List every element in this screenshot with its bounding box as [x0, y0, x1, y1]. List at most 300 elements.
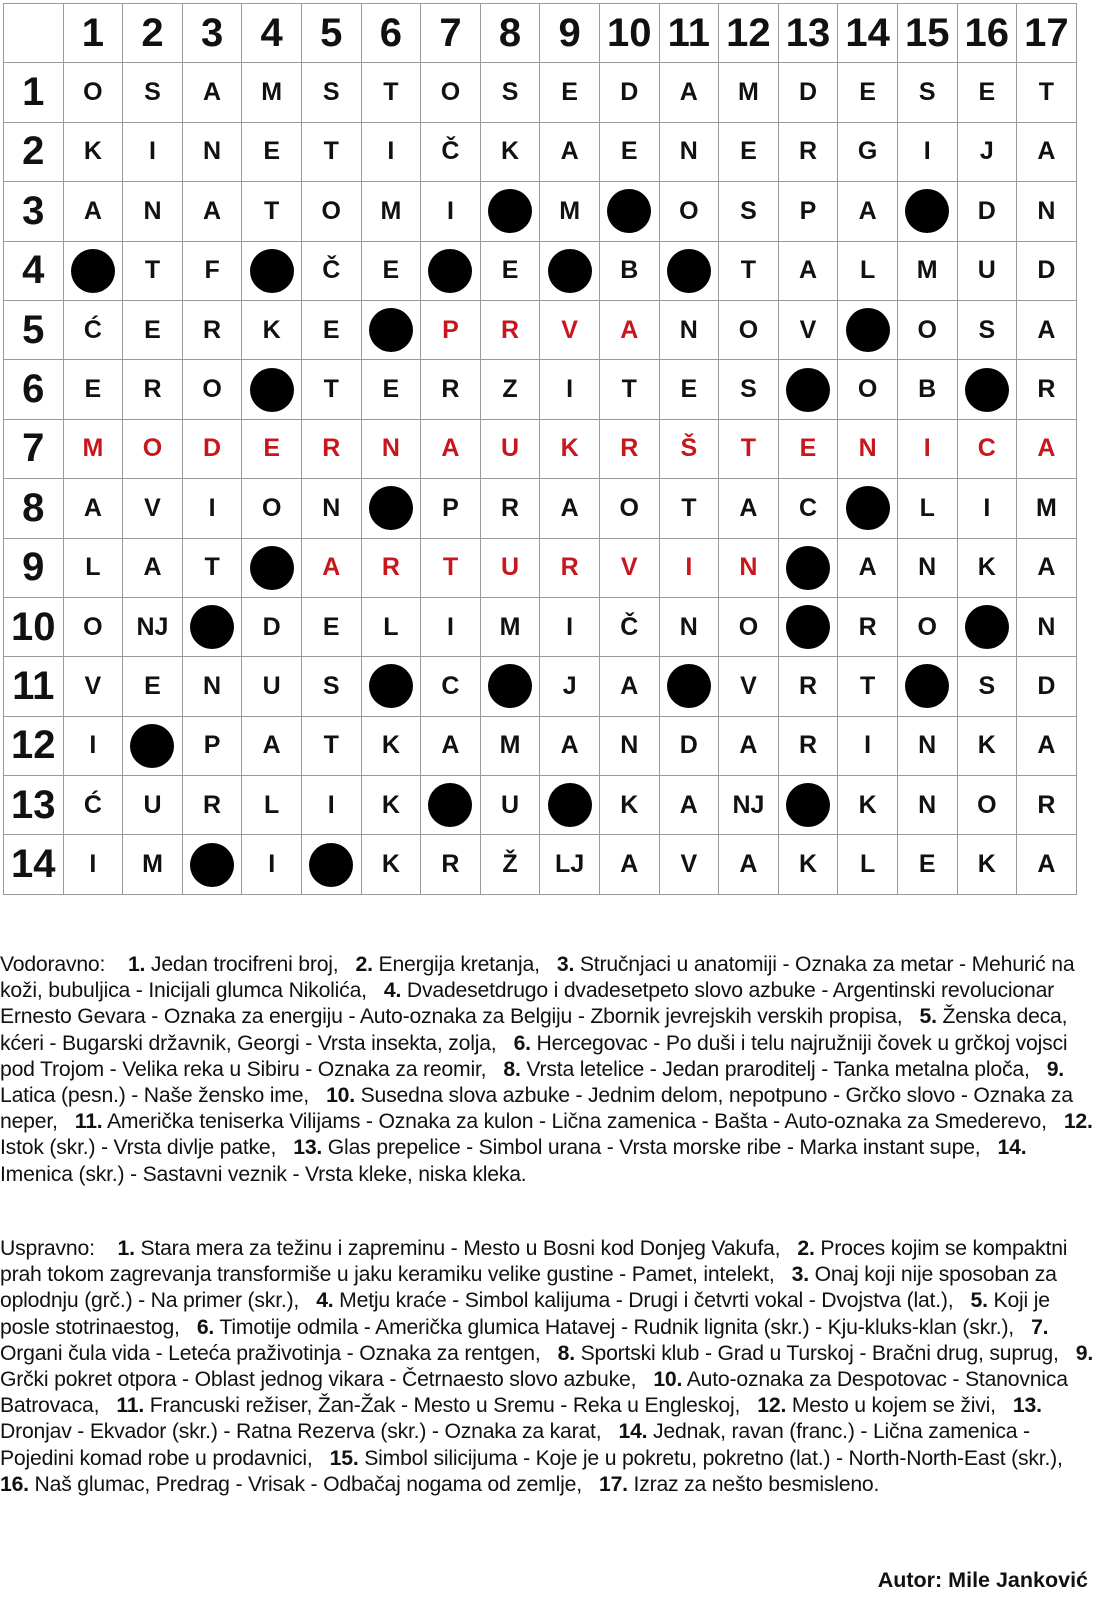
letter-cell: C: [778, 479, 838, 538]
letter-cell: O: [897, 597, 957, 656]
letter-cell: R: [480, 300, 540, 359]
block-cell: [421, 241, 481, 300]
letter-cell: M: [63, 419, 123, 478]
letter-cell: T: [659, 479, 719, 538]
clue-number: 15.: [329, 1446, 359, 1470]
letter-cell: N: [361, 419, 421, 478]
letter-cell: R: [361, 538, 421, 597]
block-cell: [778, 776, 838, 835]
letter-cell: L: [63, 538, 123, 597]
letter-cell: T: [599, 360, 659, 419]
letter-cell: O: [957, 776, 1017, 835]
letter-cell: A: [1017, 122, 1077, 181]
column-number: 7: [421, 4, 481, 63]
clue-number: 12.: [1063, 1110, 1093, 1134]
letter-cell: M: [480, 716, 540, 775]
letter-cell: T: [361, 63, 421, 122]
letter-cell: M: [361, 182, 421, 241]
block-cell: [540, 241, 600, 300]
letter-cell: R: [778, 716, 838, 775]
block-cell: [421, 776, 481, 835]
clues-across: [0, 952, 1100, 1188]
letter-cell: S: [123, 63, 183, 122]
block-cell: [778, 597, 838, 656]
column-number: 4: [242, 4, 302, 63]
clue-number: 13.: [293, 1136, 323, 1160]
letter-cell: Ž: [480, 835, 540, 894]
block-cell: [897, 182, 957, 241]
letter-cell: R: [540, 538, 600, 597]
letter-cell: K: [957, 716, 1017, 775]
clue-text: Dvadesetdrugo i dvadesetpeto slovo azbuke - Argentinski revolucionar Ernesto Gevara - Oznaka za energiju - Auto-oznaka za Belgiju - Zbornik jevrejskih verskih propisa,: [0, 979, 1055, 1029]
letter-cell: M: [540, 182, 600, 241]
letter-cell: V: [719, 657, 779, 716]
clue-number: 4.: [383, 979, 402, 1003]
letter-cell: K: [361, 776, 421, 835]
letter-cell: I: [242, 835, 302, 894]
letter-cell: S: [480, 63, 540, 122]
column-number: 17: [1017, 4, 1077, 63]
clues-down-heading: Uspravno:: [0, 1237, 95, 1260]
letter-cell: P: [182, 716, 242, 775]
letter-cell: S: [301, 657, 361, 716]
letter-cell: M: [719, 63, 779, 122]
letter-cell: T: [301, 122, 361, 181]
letter-cell: K: [599, 776, 659, 835]
black-dot-icon: [369, 664, 413, 708]
letter-cell: E: [123, 657, 183, 716]
block-cell: [540, 776, 600, 835]
letter-cell: P: [778, 182, 838, 241]
letter-cell: D: [778, 63, 838, 122]
letter-cell: NJ: [123, 597, 183, 656]
letter-cell: I: [421, 182, 481, 241]
clue-number: 11.: [74, 1110, 103, 1134]
block-cell: [361, 300, 421, 359]
letter-cell: N: [659, 122, 719, 181]
grid-row: [4, 63, 1077, 122]
letter-cell: G: [838, 122, 898, 181]
letter-cell: A: [242, 716, 302, 775]
letter-cell: E: [540, 63, 600, 122]
letter-cell: E: [242, 419, 302, 478]
letter-cell: K: [838, 776, 898, 835]
letter-cell: U: [480, 419, 540, 478]
clue-text: Koji je posle stotrinaestog,: [0, 1289, 1050, 1339]
letter-cell: N: [182, 657, 242, 716]
row-number: 7: [4, 419, 64, 478]
letter-cell: T: [421, 538, 481, 597]
letter-cell: Ć: [63, 776, 123, 835]
letter-cell: A: [421, 419, 481, 478]
clue-number: 8.: [503, 1057, 521, 1081]
letter-cell: R: [778, 122, 838, 181]
block-cell: [182, 835, 242, 894]
clue-text: Metju kraće - Simbol kalijuma - Drugi i četvrti vokal - Dvojstva (lat.),: [339, 1289, 954, 1313]
letter-cell: E: [63, 360, 123, 419]
letter-cell: A: [421, 716, 481, 775]
clue-number: 9.: [1075, 1341, 1094, 1365]
black-dot-icon: [488, 189, 532, 233]
letter-cell: R: [182, 776, 242, 835]
letter-cell: V: [123, 479, 183, 538]
black-dot-icon: [905, 664, 949, 708]
block-cell: [480, 657, 540, 716]
letter-cell: A: [301, 538, 361, 597]
letter-cell: S: [301, 63, 361, 122]
column-number: 11: [659, 4, 719, 63]
black-dot-icon: [607, 189, 651, 233]
letter-cell: B: [599, 241, 659, 300]
grid-row: [4, 122, 1077, 181]
letter-cell: T: [1017, 63, 1077, 122]
clue-text: Stara mera za težinu i zapreminu - Mesto u Bosni kod Donjeg Vakufa,: [140, 1237, 781, 1260]
letter-cell: A: [838, 538, 898, 597]
black-dot-icon: [548, 783, 592, 827]
grid-header-row: [4, 4, 1077, 63]
grid-row: [4, 835, 1077, 894]
letter-cell: K: [480, 122, 540, 181]
clue-text: Timotije odmila - Američka glumica Hatavej - Rudnik lignita (skr.) - Kju-kluks-klan (skr.),: [219, 1315, 1014, 1339]
letter-cell: R: [838, 597, 898, 656]
letter-cell: R: [480, 479, 540, 538]
letter-cell: R: [599, 419, 659, 478]
clue-text: Stručnjaci u anatomiji - Oznaka za metar - Mehurić na koži, bubuljica - Inicijali glumca Nikolića,: [0, 953, 1075, 1003]
letter-cell: A: [599, 835, 659, 894]
letter-cell: O: [123, 419, 183, 478]
black-dot-icon: [786, 783, 830, 827]
letter-cell: R: [182, 300, 242, 359]
black-dot-icon: [428, 249, 472, 293]
letter-cell: E: [242, 122, 302, 181]
row-number: 10: [4, 597, 64, 656]
block-cell: [242, 241, 302, 300]
clue-text: Američka teniserka Vilijams - Oznaka za kulon - Lična zamenica - Bašta - Auto-oznaka za Smederevo,: [107, 1110, 1047, 1134]
clue-number: 14.: [997, 1136, 1027, 1160]
letter-cell: N: [897, 538, 957, 597]
block-cell: [123, 716, 183, 775]
black-dot-icon: [130, 724, 174, 768]
letter-cell: J: [540, 657, 600, 716]
clue-text: Jedan trocifreni broj,: [150, 953, 339, 976]
letter-cell: A: [659, 63, 719, 122]
letter-cell: A: [540, 479, 600, 538]
letter-cell: D: [242, 597, 302, 656]
black-dot-icon: [250, 249, 294, 293]
letter-cell: A: [182, 63, 242, 122]
clue-number: 10.: [326, 1084, 355, 1108]
block-cell: [182, 597, 242, 656]
letter-cell: K: [242, 300, 302, 359]
letter-cell: O: [897, 300, 957, 359]
block-cell: [838, 479, 898, 538]
block-cell: [242, 360, 302, 419]
black-dot-icon: [309, 843, 353, 887]
letter-cell: E: [301, 300, 361, 359]
letter-cell: N: [1017, 182, 1077, 241]
column-number: 9: [540, 4, 600, 63]
letter-cell: Č: [421, 122, 481, 181]
letter-cell: O: [838, 360, 898, 419]
letter-cell: O: [301, 182, 361, 241]
letter-cell: M: [897, 241, 957, 300]
letter-cell: L: [897, 479, 957, 538]
block-cell: [301, 835, 361, 894]
letter-cell: O: [719, 300, 779, 359]
row-number: 14: [4, 835, 64, 894]
letter-cell: O: [599, 479, 659, 538]
letter-cell: L: [361, 597, 421, 656]
letter-cell: I: [361, 122, 421, 181]
row-number: 4: [4, 241, 64, 300]
block-cell: [63, 241, 123, 300]
column-number: 2: [123, 4, 183, 63]
clue-number: 7.: [1031, 1315, 1049, 1339]
clue-number: 4.: [316, 1289, 334, 1313]
letter-cell: I: [838, 716, 898, 775]
grid-corner: [4, 4, 64, 63]
column-number: 15: [897, 4, 957, 63]
letter-cell: I: [182, 479, 242, 538]
black-dot-icon: [786, 368, 830, 412]
clue-number: 1.: [117, 1237, 135, 1260]
letter-cell: D: [1017, 657, 1077, 716]
grid-row: [4, 479, 1077, 538]
clue-number: 11.: [116, 1394, 145, 1418]
letter-cell: L: [838, 835, 898, 894]
column-number: 1: [63, 4, 123, 63]
letter-cell: K: [540, 419, 600, 478]
letter-cell: T: [242, 182, 302, 241]
letter-cell: E: [778, 419, 838, 478]
letter-cell: A: [838, 182, 898, 241]
clue-number: 3.: [556, 953, 575, 976]
letter-cell: O: [242, 479, 302, 538]
grid-row: [4, 300, 1077, 359]
clue-number: 14.: [618, 1420, 648, 1444]
clue-text: Simbol silicijuma - Koje je u pokretu, pokretno (lat.) - North-North-East (skr.),: [364, 1446, 1063, 1470]
black-dot-icon: [667, 664, 711, 708]
clue-number: 17.: [598, 1472, 628, 1496]
column-number: 13: [778, 4, 838, 63]
clue-number: 1.: [127, 953, 146, 976]
letter-cell: V: [659, 835, 719, 894]
letter-cell: N: [599, 716, 659, 775]
letter-cell: A: [182, 182, 242, 241]
black-dot-icon: [965, 368, 1009, 412]
letter-cell: E: [957, 63, 1017, 122]
block-cell: [659, 657, 719, 716]
letter-cell: K: [361, 716, 421, 775]
letter-cell: A: [719, 716, 779, 775]
black-dot-icon: [786, 605, 830, 649]
black-dot-icon: [548, 249, 592, 293]
block-cell: [599, 182, 659, 241]
black-dot-icon: [488, 664, 532, 708]
row-number: 3: [4, 182, 64, 241]
block-cell: [957, 360, 1017, 419]
letter-cell: A: [599, 300, 659, 359]
letter-cell: K: [63, 122, 123, 181]
letter-cell: E: [719, 122, 779, 181]
letter-cell: A: [1017, 419, 1077, 478]
letter-cell: E: [480, 241, 540, 300]
letter-cell: Z: [480, 360, 540, 419]
letter-cell: A: [63, 182, 123, 241]
column-number: 5: [301, 4, 361, 63]
letter-cell: M: [480, 597, 540, 656]
letter-cell: I: [540, 597, 600, 656]
letter-cell: S: [719, 360, 779, 419]
letter-cell: T: [719, 241, 779, 300]
letter-cell: K: [957, 835, 1017, 894]
letter-cell: A: [778, 241, 838, 300]
letter-cell: A: [1017, 538, 1077, 597]
clue-number: 10.: [653, 1368, 683, 1392]
grid-row: [4, 716, 1077, 775]
letter-cell: D: [182, 419, 242, 478]
letter-cell: S: [897, 63, 957, 122]
letter-cell: E: [897, 835, 957, 894]
clue-text: Ženska deca, kćeri - Bugarski državnik, Georgi - Vrsta insekta, zolja,: [0, 1005, 1068, 1055]
clue-number: 8.: [557, 1341, 575, 1365]
clue-text: Latica (pesn.) - Naše žensko ime,: [0, 1084, 309, 1108]
letter-cell: K: [361, 835, 421, 894]
clue-number: 12.: [757, 1394, 787, 1418]
row-number: 6: [4, 360, 64, 419]
letter-cell: A: [123, 538, 183, 597]
letter-cell: A: [63, 479, 123, 538]
clue-text: Mesto u kojem se živi,: [791, 1394, 996, 1418]
column-number: 14: [838, 4, 898, 63]
block-cell: [480, 182, 540, 241]
letter-cell: U: [957, 241, 1017, 300]
clue-text: Jednak, ravan (franc.) - Lična zamenica - Pojedini komad robe u prodavnici,: [0, 1420, 1030, 1470]
letter-cell: I: [63, 835, 123, 894]
letter-cell: C: [421, 657, 481, 716]
black-dot-icon: [428, 783, 472, 827]
letter-cell: U: [480, 776, 540, 835]
letter-cell: N: [123, 182, 183, 241]
letter-cell: E: [301, 597, 361, 656]
letter-cell: N: [659, 597, 719, 656]
letter-cell: F: [182, 241, 242, 300]
letter-cell: I: [421, 597, 481, 656]
letter-cell: A: [1017, 300, 1077, 359]
black-dot-icon: [369, 308, 413, 352]
letter-cell: V: [778, 300, 838, 359]
letter-cell: N: [182, 122, 242, 181]
letter-cell: Č: [301, 241, 361, 300]
letter-cell: M: [242, 63, 302, 122]
clue-number: 9.: [1046, 1057, 1064, 1081]
column-number: 16: [957, 4, 1017, 63]
clue-text: Organi čula vida - Leteća praživotinja - Oznaka za rentgen,: [0, 1341, 541, 1365]
block-cell: [778, 538, 838, 597]
letter-cell: A: [540, 122, 600, 181]
row-number: 2: [4, 122, 64, 181]
block-cell: [361, 479, 421, 538]
clue-text: Onaj koji nije sposoban za oplodnju (grč.) - Na primer (skr.),: [0, 1263, 1057, 1313]
author-credit: Autor: Mile Janković: [877, 1568, 1088, 1592]
letter-cell: M: [1017, 479, 1077, 538]
clue-number: 2.: [797, 1237, 815, 1260]
letter-cell: R: [1017, 776, 1077, 835]
letter-cell: Š: [659, 419, 719, 478]
clue-number: 2.: [355, 953, 373, 976]
clue-text: Grčki pokret otpora - Oblast jednog vikara - Četrnaesto slovo azbuke,: [0, 1368, 637, 1392]
letter-cell: N: [897, 776, 957, 835]
letter-cell: S: [957, 657, 1017, 716]
letter-cell: A: [719, 835, 779, 894]
letter-cell: D: [1017, 241, 1077, 300]
block-cell: [361, 657, 421, 716]
letter-cell: A: [1017, 716, 1077, 775]
letter-cell: P: [421, 300, 481, 359]
letter-cell: T: [301, 716, 361, 775]
row-number: 12: [4, 716, 64, 775]
letter-cell: M: [123, 835, 183, 894]
letter-cell: I: [897, 122, 957, 181]
letter-cell: D: [599, 63, 659, 122]
grid-row: [4, 538, 1077, 597]
clue-text: Imenica (skr.) - Sastavni veznik - Vrsta kleke, niska kleka.: [0, 1162, 527, 1186]
letter-cell: E: [123, 300, 183, 359]
clue-number: 6.: [513, 1031, 531, 1055]
letter-cell: S: [719, 182, 779, 241]
black-dot-icon: [846, 486, 890, 530]
black-dot-icon: [905, 189, 949, 233]
clue-number: 3.: [791, 1263, 809, 1287]
clues-across-heading: Vodoravno:: [0, 953, 106, 976]
letter-cell: R: [301, 419, 361, 478]
grid-row: [4, 241, 1077, 300]
letter-cell: O: [659, 182, 719, 241]
clue-text: Vrsta letelice - Jedan praroditelj - Tanka metalna ploča,: [526, 1057, 1030, 1081]
letter-cell: A: [1017, 835, 1077, 894]
letter-cell: T: [719, 419, 779, 478]
row-number: 11: [4, 657, 64, 716]
clue-text: Izraz za nešto besmisleno.: [633, 1472, 880, 1496]
block-cell: [957, 597, 1017, 656]
block-cell: [838, 300, 898, 359]
clue-text: Energija kretanja,: [378, 953, 540, 976]
letter-cell: A: [540, 716, 600, 775]
letter-cell: NJ: [719, 776, 779, 835]
grid-row: [4, 182, 1077, 241]
row-number: 8: [4, 479, 64, 538]
clue-text: Sportski klub - Grad u Turskoj - Bračni drug, suprug,: [580, 1341, 1059, 1365]
clue-text: Dronjav - Ekvador (skr.) - Ratna Rezerva (skr.) - Oznaka za karat,: [0, 1420, 602, 1444]
letter-cell: I: [301, 776, 361, 835]
black-dot-icon: [369, 486, 413, 530]
letter-cell: A: [659, 776, 719, 835]
letter-cell: O: [63, 597, 123, 656]
row-number: 13: [4, 776, 64, 835]
clue-number: 16.: [0, 1472, 29, 1496]
letter-cell: O: [182, 360, 242, 419]
block-cell: [897, 657, 957, 716]
letter-cell: V: [599, 538, 659, 597]
block-cell: [778, 360, 838, 419]
block-cell: [242, 538, 302, 597]
letter-cell: E: [599, 122, 659, 181]
letter-cell: N: [1017, 597, 1077, 656]
letter-cell: Ć: [63, 300, 123, 359]
clue-text: Susedna slova azbuke - Jednim delom, nepotpuno - Grčko slovo - Oznaka za neper,: [0, 1084, 1073, 1134]
letter-cell: N: [301, 479, 361, 538]
black-dot-icon: [190, 605, 234, 649]
